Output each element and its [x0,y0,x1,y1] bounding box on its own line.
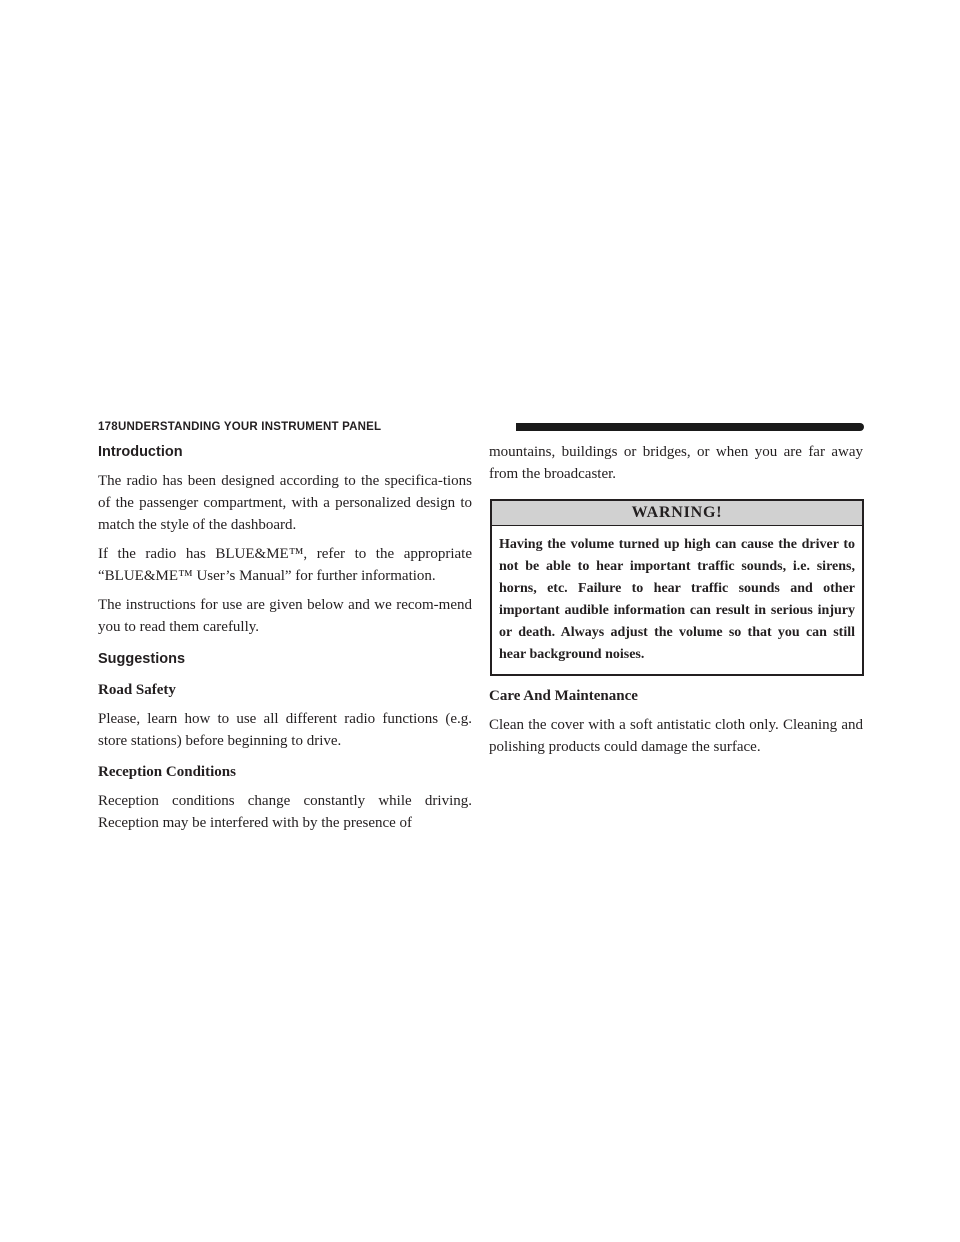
reception-continued-paragraph: mountains, buildings or bridges, or when you are far away from the broadcaster. [489,444,863,482]
reception-heading: Reception Conditions [98,764,236,780]
header-rule [516,423,864,431]
intro-paragraph-3: The instructions for use are given below and we recom-mend you to read them carefully. [98,597,472,635]
warning-box [490,499,864,676]
page-number: 178 [98,421,118,433]
page-header [98,420,864,434]
left-column [98,441,472,834]
road-safety-heading: Road Safety [98,682,176,698]
road-safety-paragraph: Please, learn how to use all different radio functions (e.g. store stations) before beginning to drive. [98,711,472,749]
section-title: UNDERSTANDING YOUR INSTRUMENT PANEL [118,421,382,433]
intro-paragraph-2: If the radio has BLUE&ME™, refer to the appropriate “BLUE&ME™ User’s Manual” for further information. [98,546,472,584]
introduction-heading: Introduction [98,444,183,460]
warning-title: WARNING! [492,501,862,526]
suggestions-heading: Suggestions [98,651,186,667]
reception-paragraph: Reception conditions change constantly while driving. Reception may be interfered with by the presence of [98,793,472,831]
warning-body: Having the volume turned up high can cause the driver to not be able to hear important traffic sounds, i.e. sirens, horns, etc. Failure to hear traffic sounds and other important audible information can result in serious injury or death. Always adjust the volume so that you can still hear background noises. [499,537,855,662]
right-column [489,441,863,758]
intro-paragraph-1: The radio has been designed according to the specifica-tions of the passenger compartment, with a personalized design to match the style of the dashboard. [98,473,472,533]
care-paragraph: Clean the cover with a soft antistatic cloth only. Cleaning and polishing products could damage the surface. [489,717,863,755]
care-heading: Care And Maintenance [489,688,638,704]
